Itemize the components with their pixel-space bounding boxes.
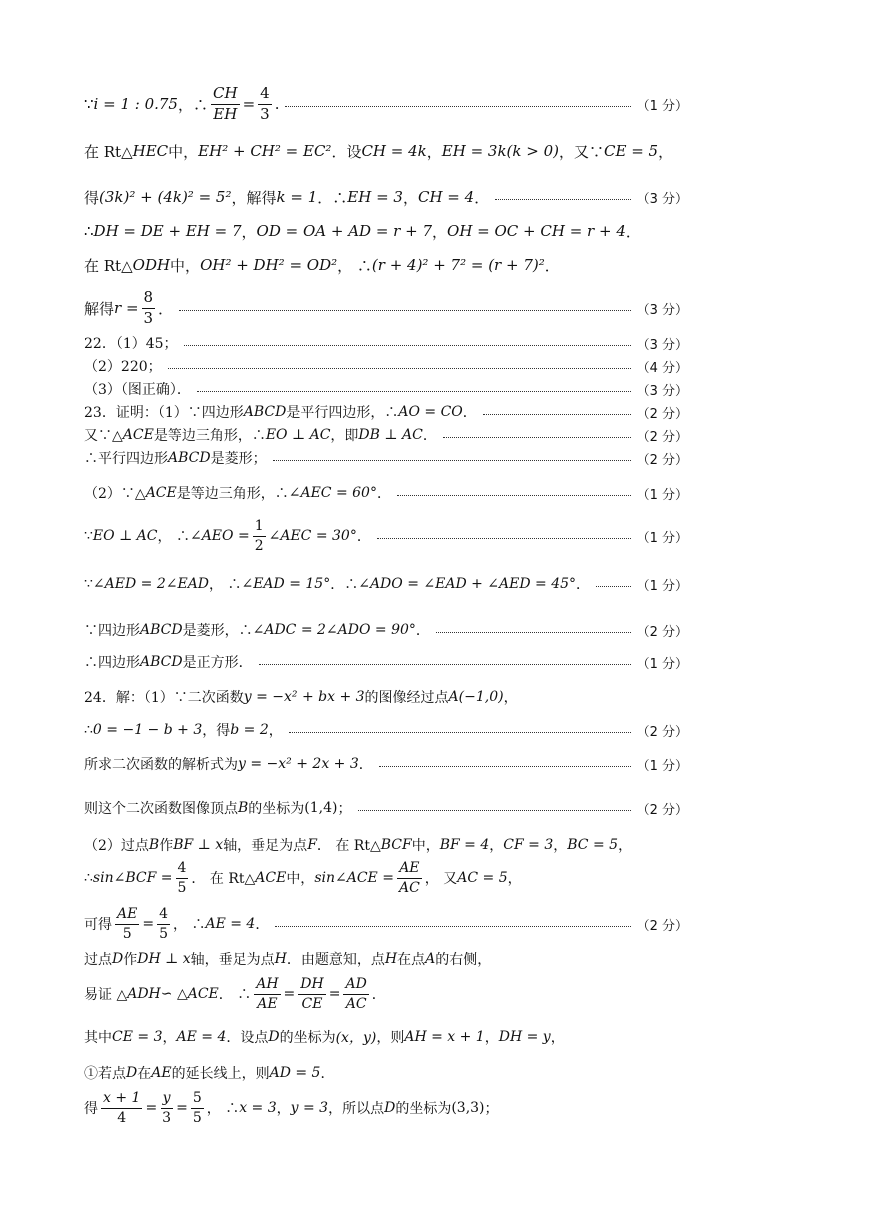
- fraction: [176, 860, 189, 895]
- text-fragment: ∵: [84, 95, 94, 113]
- fraction: [191, 1090, 204, 1125]
- score-mark: （1 分）: [636, 578, 688, 594]
- text-fragment: 可得: [84, 917, 112, 933]
- dot-leader: [397, 494, 631, 496]
- q24-line-7: [84, 902, 688, 946]
- math-expression: EH² + CH² = EC²: [198, 142, 332, 160]
- text-fragment: 是菱形；: [210, 451, 267, 467]
- text-fragment: (1,4): [304, 800, 338, 816]
- text-fragment: .: [274, 95, 280, 113]
- fraction: [160, 1090, 173, 1125]
- fraction: [253, 518, 266, 553]
- math-expression: D: [268, 1029, 280, 1045]
- math-expression: x = 3: [239, 1100, 277, 1116]
- math-expression: ∠EAD = 15°: [241, 576, 331, 592]
- text-fragment: ．由题意知，点: [286, 952, 385, 968]
- text-fragment: ， ∴: [206, 1101, 240, 1117]
- text-fragment: ，: [503, 690, 518, 706]
- text-fragment: =: [328, 986, 341, 1002]
- dot-leader: [179, 309, 631, 311]
- math-expression: ABCD: [243, 404, 287, 420]
- math-expression: EH = 3k(k > 0): [441, 142, 559, 160]
- math-expression: EO ⊥ AC: [265, 427, 331, 443]
- math-expression: x + 1: [101, 1090, 142, 1108]
- text-fragment: ．: [158, 299, 174, 318]
- text-fragment: ， 又: [424, 871, 458, 887]
- math-expression: ACE: [187, 986, 219, 1002]
- text-fragment: 是正方形．: [182, 655, 253, 671]
- dot-leader: [483, 413, 631, 415]
- fraction: [115, 906, 139, 941]
- math-expression: AE: [115, 906, 139, 924]
- text-fragment: 23．证明：（1）∵四边形: [84, 405, 244, 421]
- text-fragment: =: [176, 1100, 188, 1116]
- text-fragment: ，: [507, 871, 522, 887]
- text-fragment: （2）220；: [84, 359, 162, 375]
- score-mark: （4 分）: [636, 360, 688, 376]
- text-fragment: ∴: [84, 870, 93, 886]
- text-fragment: ， ∴: [209, 577, 242, 593]
- math-expression: OH² + DH² = OD²: [200, 256, 338, 274]
- text-fragment: 则这个二次函数图像顶点: [84, 801, 238, 817]
- dot-leader: [259, 663, 631, 665]
- score-mark: （1 分）: [636, 758, 688, 774]
- text-fragment: =: [242, 95, 256, 113]
- fraction: [397, 860, 422, 895]
- q24-line-4: [84, 797, 688, 819]
- text-fragment: 在: [137, 1066, 152, 1082]
- dot-leader: [436, 631, 631, 633]
- text-fragment: （2）过点: [84, 838, 149, 854]
- math-expression: AC = 5: [457, 870, 508, 886]
- math-expression: y: [161, 1090, 173, 1108]
- text-fragment: ．: [255, 917, 270, 933]
- text-fragment: ，: [484, 1030, 499, 1046]
- text-fragment: ∴平行四边形: [84, 451, 168, 467]
- q24-line-1: [84, 686, 688, 708]
- text-fragment: (3,3): [451, 1100, 485, 1116]
- math-expression: H: [384, 951, 398, 967]
- math-expression: (r + 4)² + 7² = (r + 7)²: [371, 256, 545, 274]
- text-fragment: ∴: [84, 722, 93, 738]
- text-fragment: 24．解：（1）∵二次函数: [84, 690, 244, 706]
- math-expression: B: [238, 800, 249, 816]
- q24-line-9: [84, 972, 688, 1016]
- text-fragment: ．: [422, 428, 437, 444]
- text-fragment: 在点: [397, 952, 426, 968]
- score-mark: （2 分）: [636, 918, 688, 934]
- text-fragment: 过点: [84, 952, 112, 968]
- q24-line-10: [84, 1026, 688, 1048]
- text-fragment: ．: [320, 1066, 335, 1082]
- text-fragment: 8: [142, 289, 156, 308]
- math-expression: CE = 3: [112, 1029, 163, 1045]
- dot-leader: [358, 809, 631, 811]
- fraction: [254, 976, 280, 1011]
- q24-line-6: [84, 856, 688, 900]
- math-expression: OD = OA + AD = r + 7: [256, 222, 432, 240]
- text-fragment: ∵: [84, 576, 93, 592]
- text-fragment: ． 在 Rt△: [316, 838, 381, 854]
- text-fragment: ，即: [330, 428, 359, 444]
- math-expression: AH: [254, 976, 280, 994]
- math-expression: BCF: [380, 837, 412, 853]
- math-expression: EO ⊥ AC: [92, 528, 158, 544]
- dot-leader: [289, 731, 631, 733]
- text-fragment: 解得: [84, 299, 115, 318]
- math-expression: ABCD: [168, 450, 211, 466]
- text-fragment: 的坐标为: [248, 801, 305, 817]
- dot-leader: [495, 198, 630, 200]
- math-expression: AE = 4: [205, 916, 256, 932]
- score-mark: （2 分）: [636, 406, 688, 422]
- math-expression: b = 2: [230, 722, 269, 738]
- math-expression: HEC: [132, 142, 169, 160]
- score-mark: （3 分）: [636, 337, 688, 353]
- text-fragment: 是平行四边形，∴: [286, 405, 399, 421]
- q24-line-8: [84, 948, 688, 970]
- math-expression: A(−1,0): [448, 689, 504, 705]
- text-fragment: ∽ △: [160, 986, 188, 1002]
- q24-line-11: [84, 1062, 688, 1084]
- text-fragment: ， ∴: [173, 917, 206, 933]
- text-fragment: ，: [489, 838, 504, 854]
- text-fragment: 的右侧，: [435, 952, 492, 968]
- text-fragment: 是等边三角形，∴: [176, 486, 289, 502]
- math-expression: i = 1 : 0.75: [93, 95, 178, 113]
- text-fragment: ．∴: [330, 577, 359, 593]
- math-expression: k = 1: [276, 188, 318, 206]
- text-fragment: ． ∴: [218, 987, 252, 1003]
- math-expression: EH = 3: [347, 188, 403, 206]
- math-expression: AH = x + 1: [404, 1029, 485, 1045]
- text-fragment: 得: [84, 188, 100, 207]
- text-fragment: 4: [117, 1109, 127, 1126]
- text-fragment: 的坐标为: [395, 1101, 452, 1117]
- math-expression: ∠ADO = ∠EAD + ∠AED = 45°: [358, 576, 577, 592]
- fraction: [142, 289, 156, 327]
- math-expression: D: [112, 951, 124, 967]
- math-expression: DH = y: [498, 1029, 551, 1045]
- score-mark: （1 分）: [636, 98, 688, 114]
- text-fragment: 在 Rt△: [84, 256, 133, 275]
- math-expression: AO = CO: [398, 404, 463, 420]
- dot-leader: [379, 765, 631, 767]
- solution-line-6: [84, 288, 688, 328]
- math-expression: H: [274, 951, 287, 967]
- text-fragment: ；: [337, 801, 352, 817]
- q23-line-7: [84, 619, 688, 641]
- text-fragment: ．: [356, 529, 371, 545]
- math-expression: ∠AEO =: [189, 528, 250, 544]
- math-expression: ACE: [122, 427, 154, 443]
- text-fragment: 中，: [168, 142, 199, 161]
- text-fragment: ．: [544, 256, 560, 275]
- math-expression: 0 = −1 − b + 3: [92, 722, 203, 738]
- math-expression: (x，y): [335, 1030, 377, 1046]
- q24-line-2: [84, 719, 688, 741]
- text-fragment: 作: [159, 838, 174, 854]
- text-fragment: 5: [177, 879, 187, 896]
- math-expression: ∠AEC = 30°: [268, 528, 357, 544]
- text-fragment: ，∴: [177, 95, 208, 114]
- text-fragment: ．: [358, 757, 373, 773]
- score-mark: （1 分）: [636, 656, 688, 672]
- text-fragment: ∴四边形: [84, 655, 140, 671]
- math-expression: BC = 5: [567, 837, 619, 853]
- score-mark: （1 分）: [636, 487, 688, 503]
- score-mark: （2 分）: [636, 802, 688, 818]
- math-expression: DH: [298, 976, 325, 994]
- text-fragment: 的坐标为: [279, 1030, 336, 1046]
- text-fragment: ， ∴: [337, 256, 372, 275]
- math-expression: AC: [398, 879, 420, 896]
- math-expression: ABCD: [140, 622, 183, 638]
- text-fragment: （3）（图正确）．: [84, 382, 191, 398]
- text-fragment: ，: [432, 222, 448, 241]
- math-expression: y = −x² + 2x + 3: [238, 756, 359, 772]
- q23-line-4: [84, 482, 688, 504]
- math-expression: AE = 4: [176, 1029, 227, 1045]
- dot-leader: [197, 390, 631, 392]
- text-fragment: ；: [484, 1101, 499, 1117]
- text-fragment: 中，: [286, 871, 315, 887]
- text-fragment: 4: [157, 906, 170, 924]
- dot-leader: [443, 436, 631, 438]
- text-fragment: 22．（1）45；: [84, 336, 178, 352]
- score-mark: （2 分）: [636, 452, 688, 468]
- fraction: [298, 976, 325, 1011]
- solution-line-2: [84, 140, 688, 162]
- math-expression: D: [126, 1065, 138, 1081]
- math-expression: ACE: [255, 870, 287, 886]
- dot-leader: [285, 105, 630, 107]
- text-fragment: ．: [576, 577, 591, 593]
- fraction: [211, 85, 240, 123]
- text-fragment: 2: [254, 537, 264, 554]
- dot-leader: [184, 344, 631, 346]
- text-fragment: ∵四边形: [84, 623, 140, 639]
- math-expression: AE: [257, 995, 278, 1012]
- text-fragment: ，则: [376, 1030, 405, 1046]
- math-expression: CH = 4: [417, 188, 475, 206]
- text-fragment: ．∴: [317, 188, 348, 207]
- text-fragment: 3: [143, 308, 154, 327]
- text-fragment: （2）∵△: [84, 486, 146, 502]
- dot-leader: [275, 925, 630, 927]
- text-fragment: ， ∴: [157, 529, 190, 545]
- dot-leader: [168, 367, 631, 369]
- q23-line-1: [84, 402, 688, 422]
- text-fragment: =: [145, 1100, 158, 1116]
- text-fragment: ，解得: [231, 188, 277, 207]
- math-expression: y = 3: [290, 1100, 329, 1116]
- text-fragment: ．设点: [226, 1030, 269, 1046]
- text-fragment: ．: [415, 623, 430, 639]
- math-expression: AE: [397, 860, 421, 878]
- math-expression: BF ⊥ x: [173, 837, 224, 853]
- text-fragment: ．: [474, 188, 490, 207]
- fraction: [101, 1090, 142, 1125]
- text-fragment: 是等边三角形，∴: [153, 428, 266, 444]
- math-expression: CE: [301, 995, 323, 1012]
- math-expression: r =: [114, 299, 139, 317]
- math-expression: AD: [343, 976, 368, 994]
- text-fragment: ．: [462, 405, 477, 421]
- text-fragment: ，: [162, 1030, 177, 1046]
- math-expression: ∠AEC = 60°: [288, 485, 377, 501]
- dot-leader: [273, 459, 631, 461]
- text-fragment: 易证 △: [84, 987, 128, 1003]
- text-fragment: 其中: [84, 1030, 112, 1046]
- q23-line-8: [84, 652, 688, 672]
- math-expression: sin∠ACE =: [314, 870, 394, 886]
- dot-leader: [377, 537, 631, 539]
- score-mark: （2 分）: [636, 624, 688, 640]
- text-fragment: 得: [84, 1101, 98, 1117]
- text-fragment: 4: [176, 860, 189, 878]
- text-fragment: 作: [123, 952, 138, 968]
- q23-line-2: [84, 425, 688, 445]
- fraction: [157, 906, 170, 941]
- text-fragment: ．设: [331, 142, 362, 161]
- text-fragment: 3: [162, 1109, 172, 1126]
- text-fragment: 1: [253, 518, 266, 536]
- text-fragment: ，: [402, 188, 418, 207]
- text-fragment: =: [283, 986, 296, 1002]
- math-expression: CF = 3: [503, 837, 554, 853]
- text-fragment: 5: [191, 1090, 204, 1108]
- text-fragment: ，所以点: [328, 1101, 385, 1117]
- math-expression: EH: [213, 104, 238, 123]
- text-fragment: ，: [658, 142, 674, 161]
- math-expression: B: [148, 837, 160, 853]
- score-mark: （3 分）: [636, 383, 688, 399]
- text-fragment: 3: [260, 104, 270, 123]
- q24-line-3: [84, 753, 688, 775]
- score-mark: （3 分）: [636, 191, 688, 207]
- text-fragment: 轴，垂足为点: [223, 838, 308, 854]
- solution-line-4: [84, 220, 688, 242]
- q22-part1: [84, 333, 688, 353]
- text-fragment: ，: [241, 222, 257, 241]
- math-expression: D: [384, 1100, 396, 1116]
- text-fragment: 轴，垂足为点: [190, 952, 275, 968]
- solution-line-1: [84, 84, 688, 124]
- text-fragment: 的延长线上，则: [171, 1066, 270, 1082]
- text-fragment: 5: [159, 925, 168, 942]
- text-fragment: ∵: [84, 528, 93, 544]
- q24-line-5: [84, 834, 688, 856]
- math-expression: AD = 5: [269, 1065, 321, 1081]
- math-expression: CE = 5: [604, 142, 659, 160]
- q24-line-12: [84, 1086, 688, 1130]
- text-fragment: 所求二次函数的解析式为: [84, 757, 238, 773]
- text-fragment: ．: [371, 987, 386, 1003]
- score-mark: （2 分）: [636, 429, 688, 445]
- math-expression: DH ⊥ x: [137, 951, 191, 967]
- text-fragment: ，又∵: [558, 142, 604, 161]
- q22-part3: [84, 379, 688, 399]
- text-fragment: 5: [122, 925, 132, 942]
- text-fragment: ，: [553, 838, 568, 854]
- math-expression: ∠ADC = 2∠ADO = 90°: [252, 622, 416, 638]
- q23-line-6: [84, 573, 688, 595]
- math-expression: ABCD: [140, 654, 183, 670]
- math-expression: BF = 4: [439, 837, 490, 853]
- text-fragment: 4: [258, 85, 272, 104]
- fraction: [258, 85, 272, 123]
- text-fragment: ，: [276, 1101, 291, 1117]
- math-expression: (3k)² + (4k)² = 5²: [99, 188, 232, 206]
- math-expression: OH = OC + CH = r + 4: [447, 222, 626, 240]
- dot-leader: [596, 585, 631, 587]
- math-expression: y = −x² + bx + 3: [243, 689, 365, 705]
- text-fragment: ∴: [84, 222, 94, 240]
- math-expression: ∠AED = 2∠EAD: [92, 576, 210, 592]
- fraction: [343, 976, 368, 1011]
- text-fragment: ，: [426, 142, 442, 161]
- text-fragment: ，: [618, 838, 633, 854]
- score-mark: （1 分）: [636, 530, 688, 546]
- math-expression: CH = 4k: [361, 142, 427, 160]
- math-expression: A: [425, 951, 436, 967]
- text-fragment: ，: [268, 723, 283, 739]
- text-fragment: ．: [625, 222, 641, 241]
- text-fragment: ．: [376, 486, 391, 502]
- q22-part2: [84, 356, 688, 376]
- text-fragment: ，: [550, 1030, 565, 1046]
- math-expression: ODH: [132, 256, 171, 274]
- solution-line-3: [84, 186, 688, 208]
- q23-line-5: [84, 514, 688, 558]
- text-fragment: ． 在 Rt△: [191, 871, 256, 887]
- math-expression: CH: [211, 85, 240, 104]
- math-expression: DH = DE + EH = 7: [93, 222, 242, 240]
- math-expression: AE: [151, 1065, 172, 1081]
- text-fragment: ，得: [202, 723, 231, 739]
- text-fragment: 又∵△: [84, 428, 123, 444]
- math-expression: AC: [345, 995, 367, 1012]
- math-expression: sin∠BCF =: [92, 870, 173, 886]
- math-expression: DB ⊥ AC: [358, 427, 423, 443]
- text-fragment: ①若点: [84, 1066, 126, 1082]
- text-fragment: 是菱形，∴: [182, 623, 253, 639]
- q23-line-3: [84, 448, 688, 468]
- text-fragment: 中，: [170, 256, 201, 275]
- math-expression: F: [307, 837, 317, 853]
- text-fragment: 的图像经过点: [364, 690, 449, 706]
- score-mark: （3 分）: [636, 302, 688, 318]
- solution-line-5: [84, 254, 688, 276]
- math-expression: ADH: [127, 986, 161, 1002]
- text-fragment: 5: [192, 1109, 202, 1126]
- text-fragment: 在 Rt△: [84, 142, 133, 161]
- text-fragment: 中，: [411, 838, 440, 854]
- score-mark: （2 分）: [636, 724, 688, 740]
- text-fragment: =: [142, 916, 155, 932]
- math-expression: ACE: [145, 485, 177, 501]
